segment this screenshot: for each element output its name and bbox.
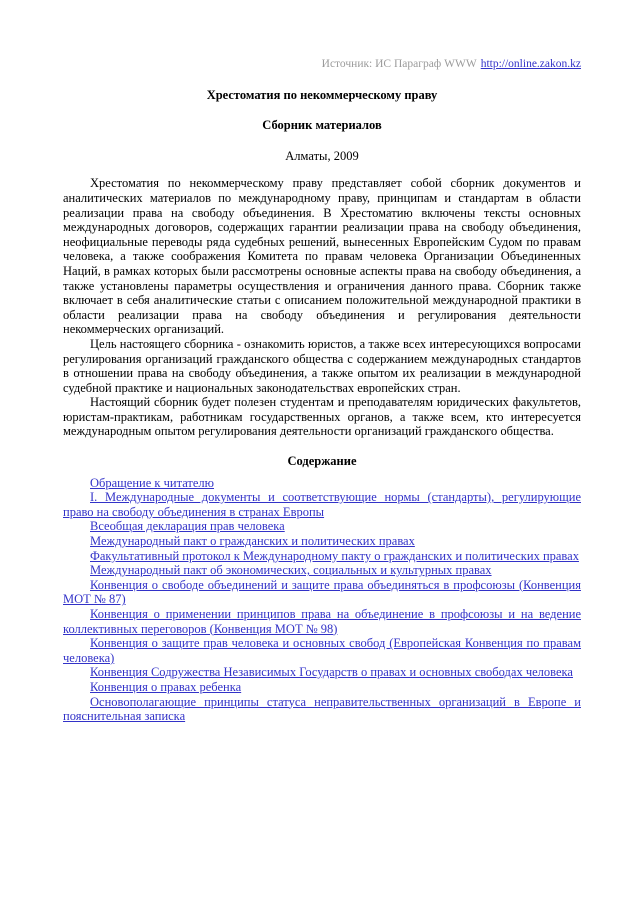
toc-entry bbox=[63, 665, 581, 680]
intro-paragraph-1: Хрестоматия по некоммерческому праву представляет собой сборник документов и аналитических материалов по международному праву, принципам и стандартам в области реализации права на свободу объединения. В Хрестоматию включены тексты основных международных договоров, содержащих гарантии реализации права на свободу объединения, неофициальные переводы ряда судебных решений, вынесенных Европейским Судом по правам человека, а также соображения Комитета по правам человека Организации Объединенных Наций, в рамках которых были рассмотрены основные аспекты права на свободу объединения, а также установлены параметры осуществления и ограничения данного права. Сборник также включает в себя аналитические статьи с описанием положительной международной практики в области реализации права на свободу объединения и регулирования деятельности некоммерческих организаций. bbox=[63, 176, 581, 337]
toc-link-civil-political-pact[interactable]: Международный пакт о гражданских и политических правах bbox=[90, 534, 415, 549]
toc-entry bbox=[63, 563, 581, 578]
toc-link-universal-declaration[interactable]: Всеобщая декларация прав человека bbox=[90, 519, 285, 534]
source-label: Источник: ИС Параграф WWW bbox=[321, 58, 477, 70]
toc-entry bbox=[63, 549, 581, 564]
intro-paragraph-2: Цель настоящего сборника - ознакомить юристов, а также всех интересующихся вопросами регулирования организаций гражданского общества с содержанием международных стандартов в отношении права на свободу объединения, а также опытом их реализации в международной судебной практике и национальных законодательствах европейских стран. bbox=[63, 336, 581, 395]
document-title: Хрестоматия по некоммерческому праву bbox=[206, 87, 438, 102]
toc-entry bbox=[63, 607, 581, 636]
toc-link-ilo-convention-87[interactable]: Конвенция о свободе объединений и защите права объединяться в профсоюзы (Конвенция МОТ № 87) bbox=[63, 577, 581, 607]
toc-entry bbox=[63, 695, 581, 724]
contents-heading: Содержание bbox=[287, 454, 357, 469]
toc-link-ngo-status-principles[interactable]: Основополагающие принципы статуса неправительственных организаций в Европе и пояснительная записка bbox=[63, 694, 581, 724]
toc-entry bbox=[63, 519, 581, 534]
toc-link-address-to-reader[interactable]: Обращение к читателю bbox=[90, 475, 215, 490]
toc-entry bbox=[63, 534, 581, 549]
toc-link-european-convention[interactable]: Конвенция о защите прав человека и основных свобод (Европейская Конвенция по правам человека) bbox=[63, 636, 581, 665]
city-year: Алматы, 2009 bbox=[285, 148, 359, 163]
toc-entry bbox=[63, 636, 581, 665]
toc-link-child-rights-convention[interactable]: Конвенция о правах ребенка bbox=[90, 679, 242, 694]
toc-link-cis-convention[interactable]: Конвенция Содружества Независимых Государств о правах и основных свободах человека bbox=[90, 665, 573, 680]
toc-link-international-documents[interactable]: I. Международные документы и соответствующие нормы (стандарты), регулирующие право на свободу объединения в странах Европы bbox=[63, 490, 581, 519]
document-subtitle: Сборник материалов bbox=[262, 118, 382, 133]
toc-entry bbox=[63, 578, 581, 607]
table-of-contents bbox=[63, 476, 581, 724]
toc-entry bbox=[63, 490, 581, 519]
toc-link-optional-protocol[interactable]: Факультативный протокол к Международному пакту о гражданских и политических правах bbox=[90, 548, 579, 563]
toc-entry bbox=[63, 680, 581, 695]
toc-link-ilo-convention-98[interactable]: Конвенция о применении принципов права на объединение в профсоюзы и на ведение коллективных переговоров (Конвенция МОТ № 98) bbox=[63, 607, 581, 636]
intro-paragraph-3: Настоящий сборник будет полезен студентам и преподавателям юридических факультетов, юристам-практикам, работникам государственных органов, а также всем, кто интересуется международным опытом регулирования деятельности организаций гражданского общества. bbox=[63, 395, 581, 439]
source-line bbox=[63, 57, 581, 72]
toc-entry bbox=[63, 476, 581, 491]
source-url-link[interactable]: http://online.zakon.kz bbox=[480, 58, 581, 70]
toc-link-economic-social-cultural-pact[interactable]: Международный пакт об экономических, социальных и культурных правах bbox=[90, 563, 492, 578]
